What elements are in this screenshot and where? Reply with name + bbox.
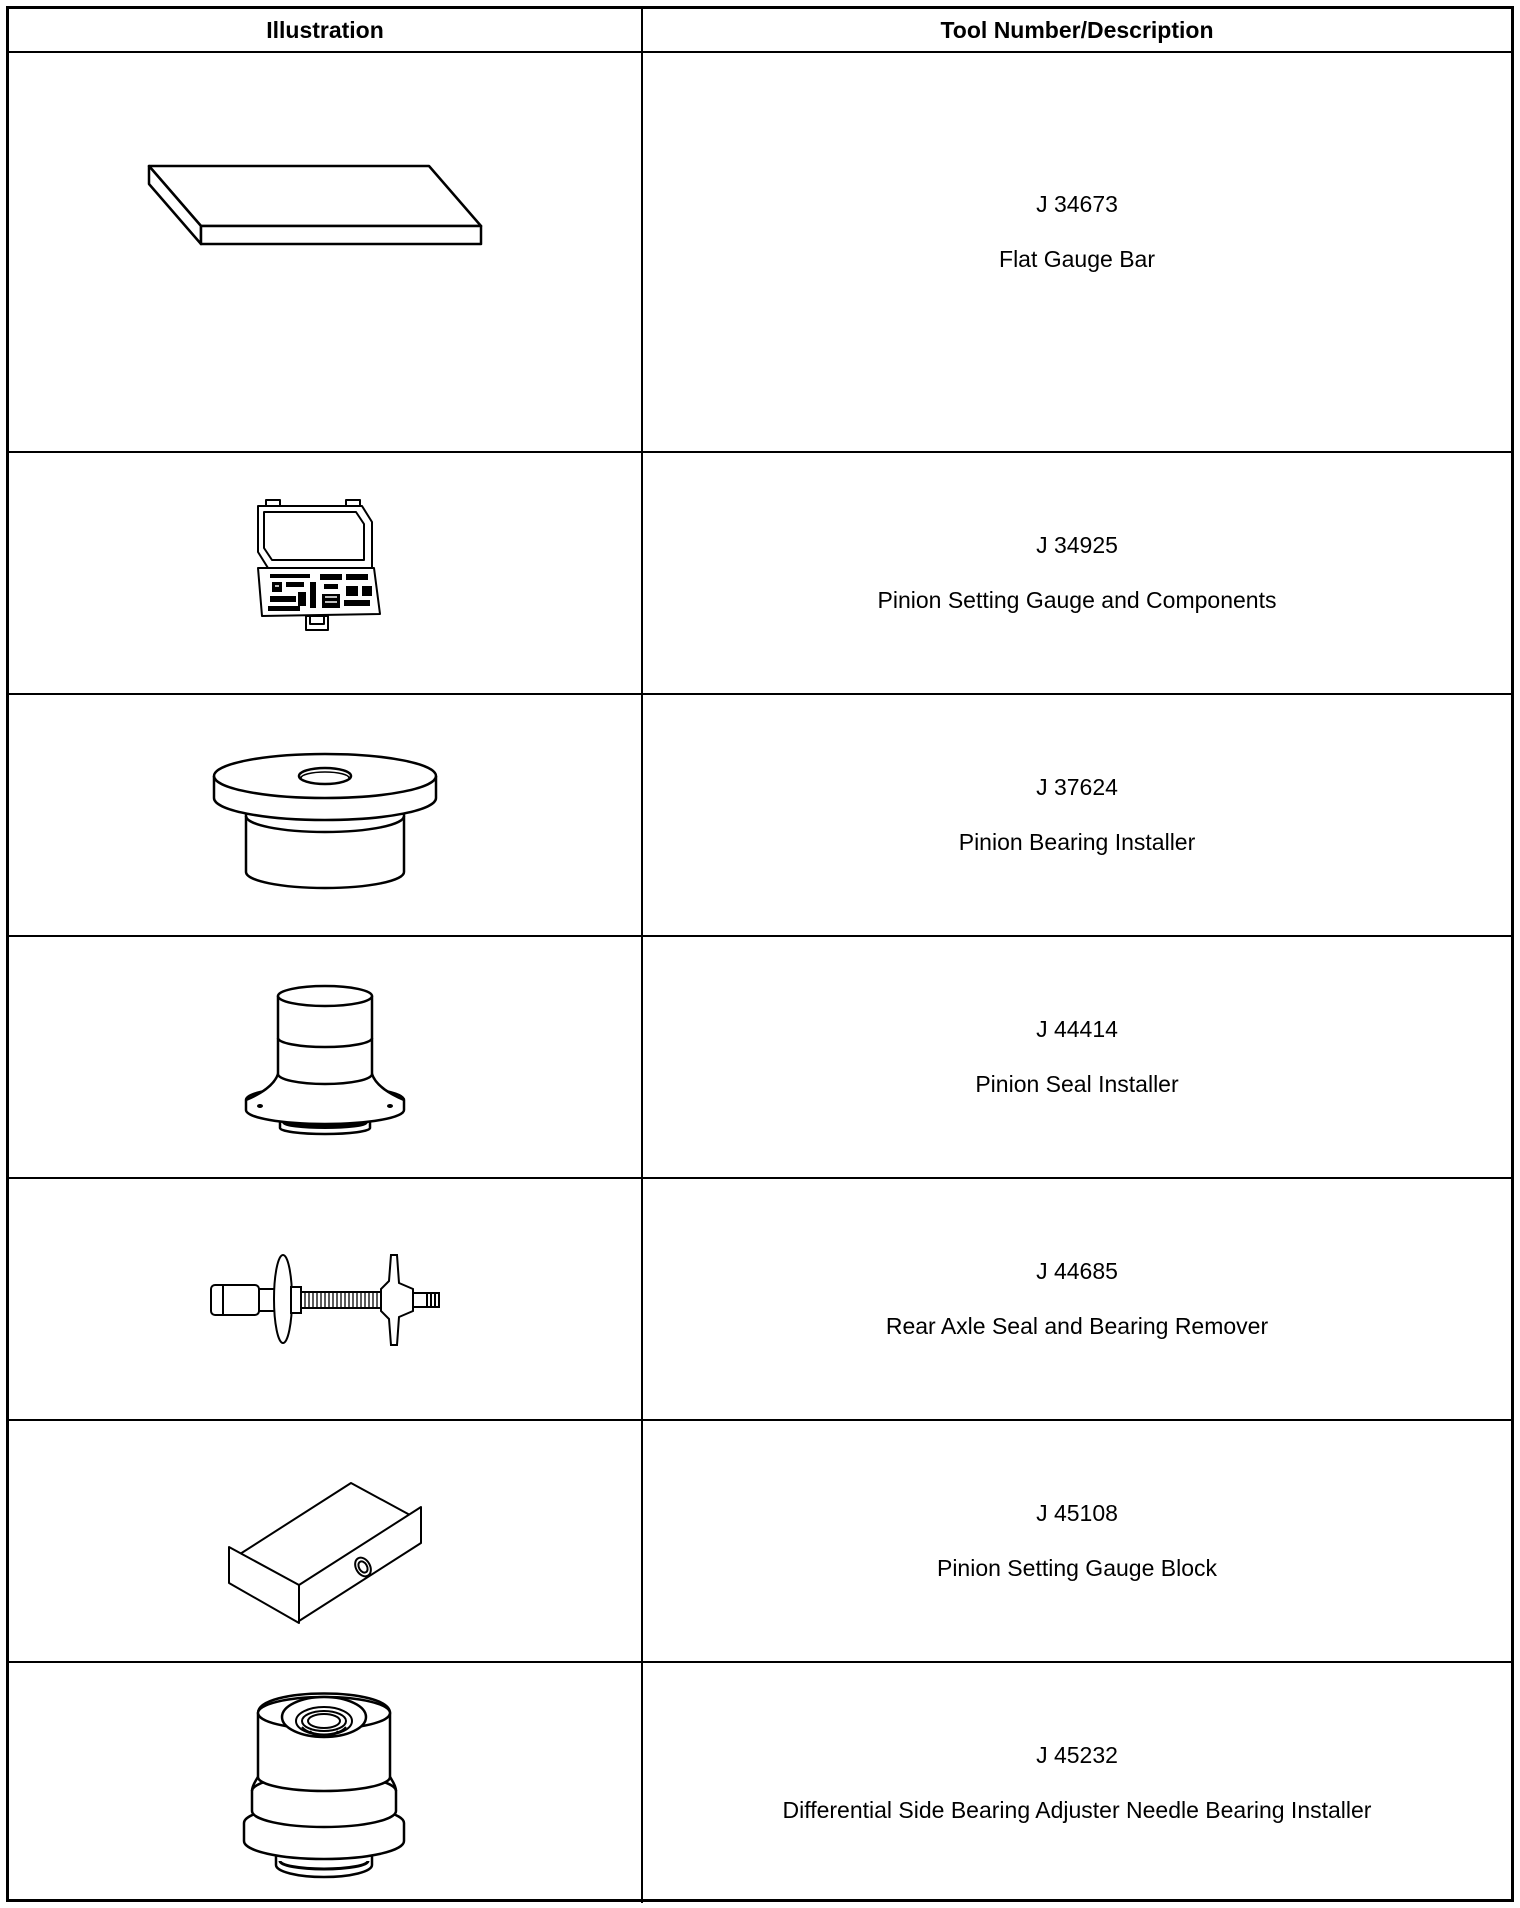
description-cell bbox=[643, 1179, 1511, 1419]
description-cell bbox=[643, 53, 1511, 451]
tool-number: J 34673 bbox=[1036, 191, 1118, 217]
description-cell bbox=[643, 1663, 1511, 1903]
tool-number: J 44414 bbox=[1036, 1016, 1118, 1042]
table-row bbox=[9, 1663, 1511, 1903]
table-header bbox=[9, 9, 1511, 53]
illustration-cell bbox=[9, 53, 643, 451]
flat-gauge-bar-icon bbox=[145, 162, 505, 272]
table-row bbox=[9, 453, 1511, 695]
table-row bbox=[9, 1421, 1511, 1663]
description-cell bbox=[643, 695, 1511, 935]
tool-description: Pinion Seal Installer bbox=[975, 1071, 1179, 1097]
table-row bbox=[9, 937, 1511, 1179]
illustration-cell bbox=[9, 695, 643, 935]
description-cell bbox=[643, 453, 1511, 693]
illustration-cell bbox=[9, 453, 643, 693]
tool-number: J 34925 bbox=[1036, 532, 1118, 558]
header-illustration: Illustration bbox=[9, 9, 643, 51]
tool-case-icon bbox=[250, 498, 400, 648]
illustration-cell bbox=[9, 1421, 643, 1661]
tool-table bbox=[6, 6, 1514, 1902]
tool-number: J 45232 bbox=[1036, 1742, 1118, 1768]
seal-installer-icon bbox=[240, 982, 410, 1132]
table-row bbox=[9, 1179, 1511, 1421]
table-row bbox=[9, 695, 1511, 937]
bearing-remover-icon bbox=[205, 1249, 445, 1349]
tool-number: J 45108 bbox=[1036, 1500, 1118, 1526]
header-tool-description: Tool Number/Description bbox=[940, 16, 1214, 43]
description-cell bbox=[643, 1421, 1511, 1661]
tool-number: J 44685 bbox=[1036, 1258, 1118, 1284]
tool-description: Pinion Setting Gauge and Components bbox=[877, 587, 1277, 613]
tool-description: Pinion Bearing Installer bbox=[958, 829, 1196, 855]
tool-description: Pinion Setting Gauge Block bbox=[936, 1555, 1217, 1581]
tool-description: Flat Gauge Bar bbox=[999, 246, 1155, 272]
needle-bearing-installer-icon bbox=[240, 1683, 410, 1883]
illustration-cell bbox=[9, 937, 643, 1177]
illustration-cell bbox=[9, 1663, 643, 1903]
tool-number: J 37624 bbox=[1036, 774, 1118, 800]
description-cell bbox=[643, 937, 1511, 1177]
gauge-block-icon bbox=[225, 1459, 425, 1624]
bearing-installer-icon bbox=[210, 740, 440, 890]
tool-description: Differential Side Bearing Adjuster Needle Bearing Installer bbox=[782, 1797, 1372, 1823]
table-row bbox=[9, 53, 1511, 453]
tool-description: Rear Axle Seal and Bearing Remover bbox=[885, 1313, 1269, 1339]
illustration-cell bbox=[9, 1179, 643, 1419]
